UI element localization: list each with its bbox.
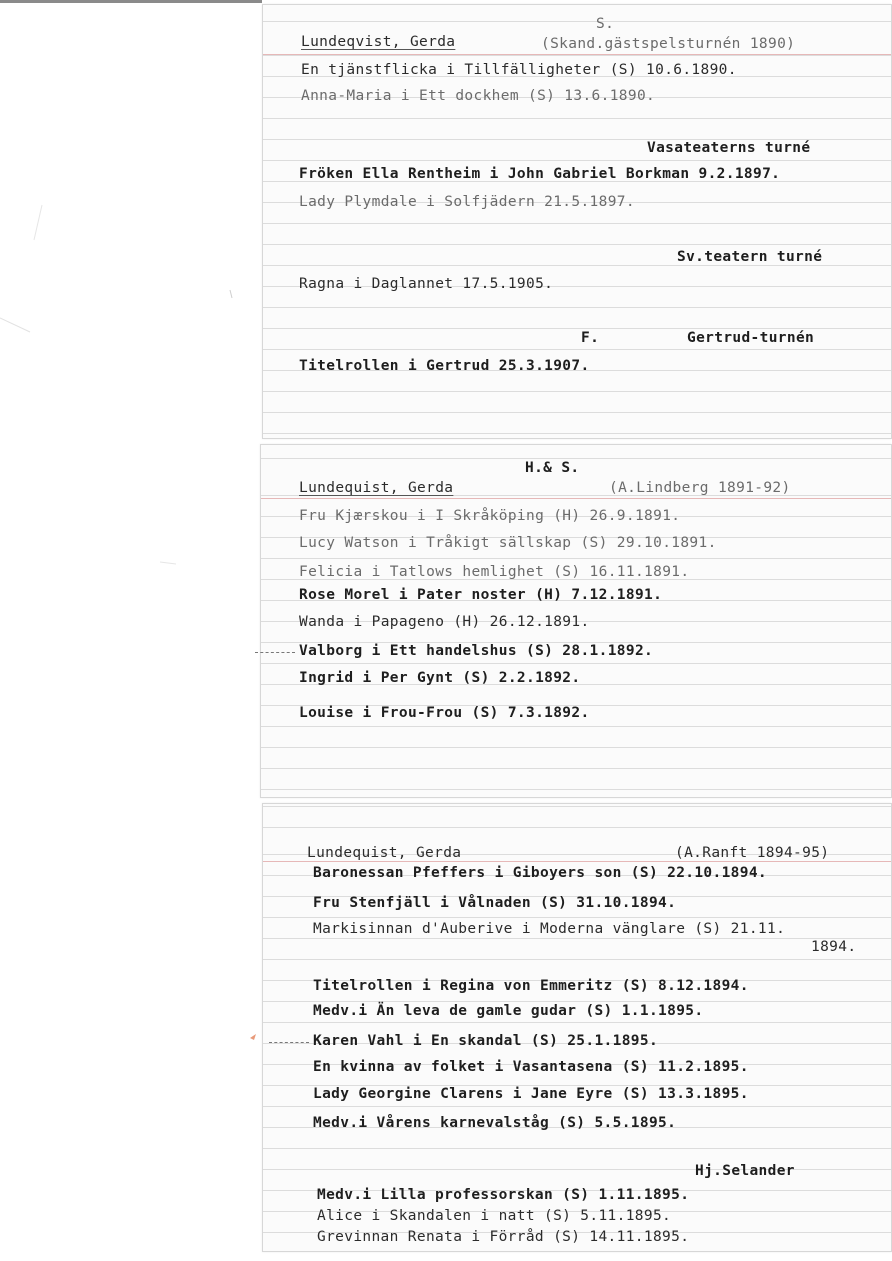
index-card-2 xyxy=(260,444,892,798)
card-note: (A.Ranft 1894-95) xyxy=(675,845,830,861)
card-entry: Alice i Skandalen i natt (S) 5.11.1895. xyxy=(317,1208,672,1224)
scan-edge-line xyxy=(0,0,262,3)
card-entry-continuation: 1894. xyxy=(811,939,857,955)
card-name: Lundequist, Gerda xyxy=(299,480,454,496)
scan-margin-marks xyxy=(0,200,262,1100)
card-entry: Medv.i Än leva de gamle gudar (S) 1.1.1895. xyxy=(313,1003,704,1019)
card-note: (A.Lindberg 1891-92) xyxy=(609,480,791,496)
card-entry: Fröken Ella Rentheim i John Gabriel Borkman 9.2.1897. xyxy=(299,166,781,182)
card-entry: Rose Morel i Pater noster (H) 7.12.1891. xyxy=(299,587,663,603)
card-entry: Wanda i Papageno (H) 26.12.1891. xyxy=(299,614,590,630)
card-entry: Ingrid i Per Gynt (S) 2.2.1892. xyxy=(299,670,581,686)
card-name: Lundeqvist, Gerda xyxy=(301,34,456,50)
card-entry: Medv.i Vårens karnevalståg (S) 5.5.1895. xyxy=(313,1115,677,1131)
card-top-mark: S. xyxy=(596,16,615,32)
card-entry: Grevinnan Renata i Förråd (S) 14.11.1895. xyxy=(317,1229,690,1245)
card-entry: Valborg i Ett handelshus (S) 28.1.1892. xyxy=(299,643,654,659)
card-entry: Anna-Maria i Ett dockhem (S) 13.6.1890. xyxy=(301,88,656,104)
card-entry: Lady Georgine Clarens i Jane Eyre (S) 13.3.1895. xyxy=(313,1086,749,1102)
section-mark: F. xyxy=(581,330,600,346)
card-entry: Ragna i Daglannet 17.5.1905. xyxy=(299,276,554,292)
card-top-mark: H.& S. xyxy=(525,460,580,476)
card-header-rule xyxy=(261,498,891,499)
index-card-3 xyxy=(262,803,892,1252)
card-entry: Titelrollen i Gertrud 25.3.1907. xyxy=(299,358,590,374)
card-entry: En kvinna av folket i Vasantasena (S) 11.2.1895. xyxy=(313,1059,749,1075)
section-heading: Hj.Selander xyxy=(695,1163,795,1179)
card-entry: Fru Kjærskou i I Skråköping (H) 26.9.1891. xyxy=(299,508,681,524)
card-entry: Medv.i Lilla professorskan (S) 1.11.1895. xyxy=(317,1187,690,1203)
card-entry: Lucy Watson i Tråkigt sällskap (S) 29.10.1891. xyxy=(299,535,717,551)
card-header-rule xyxy=(263,54,891,55)
card-entry: Lady Plymdale i Solfjädern 21.5.1897. xyxy=(299,194,635,210)
card-entry: Louise i Frou-Frou (S) 7.3.1892. xyxy=(299,705,590,721)
card-entry: Fru Stenfjäll i Vålnaden (S) 31.10.1894. xyxy=(313,895,677,911)
card-entry: En tjänstflicka i Tillfälligheter (S) 10.6.1890. xyxy=(301,62,737,78)
card-name: Lundequist, Gerda xyxy=(307,845,462,861)
section-heading: Vasateaterns turné xyxy=(647,140,811,156)
section-heading: Gertrud-turnén xyxy=(687,330,815,346)
card-entry: Titelrollen i Regina von Emmeritz (S) 8.12.1894. xyxy=(313,978,749,994)
card-entry: Felicia i Tatlows hemlighet (S) 16.11.1891. xyxy=(299,564,690,580)
card-entry: Karen Vahl i En skandal (S) 25.1.1895. xyxy=(313,1033,659,1049)
card-entry: Baronessan Pfeffers i Giboyers son (S) 22.10.1894. xyxy=(313,865,767,881)
index-card-1 xyxy=(262,4,892,439)
section-heading: Sv.teatern turné xyxy=(677,249,823,265)
card-entry: Markisinnan d'Auberive i Moderna vänglare (S) 21.11. xyxy=(313,921,786,937)
card-note: (Skand.gästspelsturnén 1890) xyxy=(541,36,796,52)
